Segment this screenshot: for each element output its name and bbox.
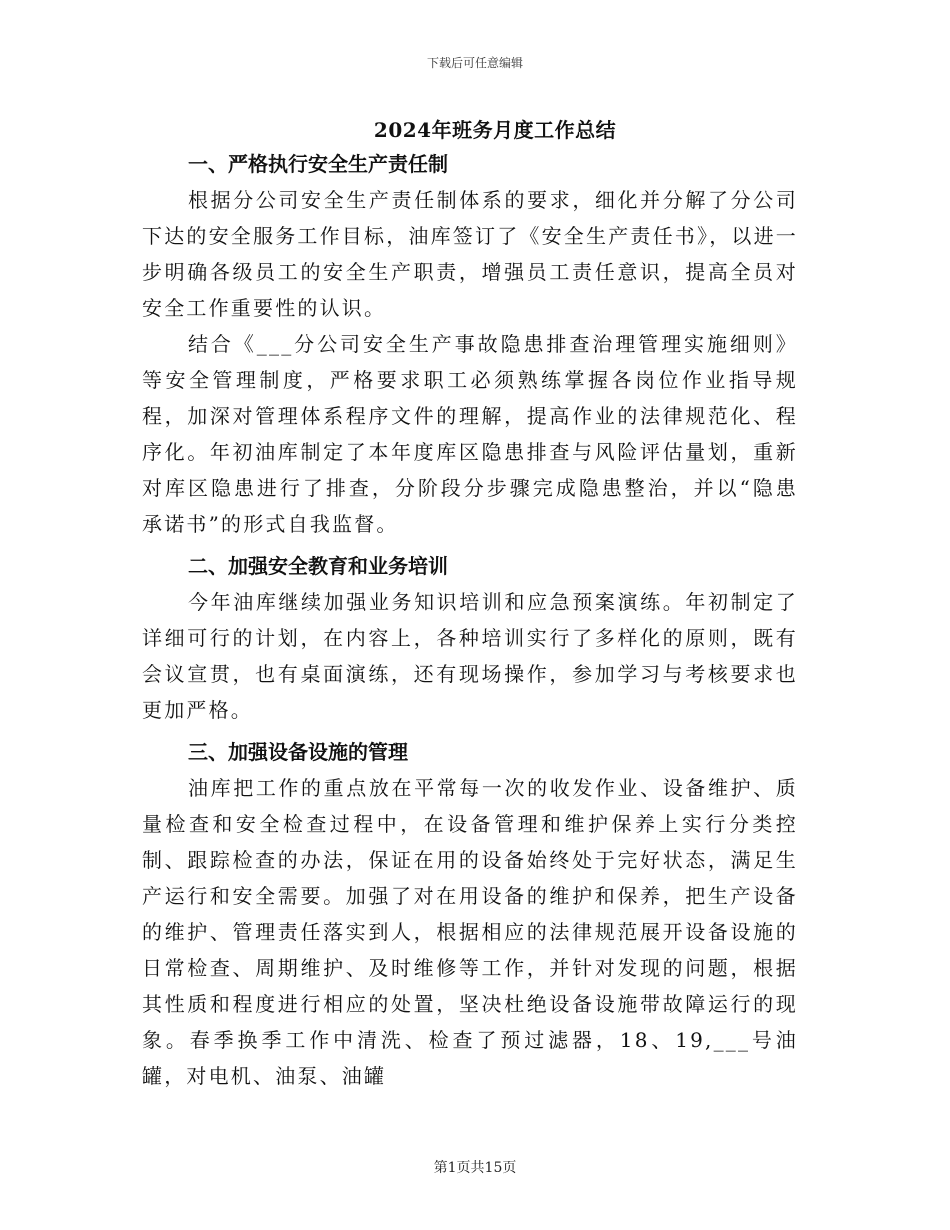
section-heading-1: 一、严格执行安全生产责任制: [188, 152, 448, 176]
document-body: [142, 146, 798, 1094]
page-footer: 第1页共15页: [433, 1160, 517, 1176]
document-title: 2024年班务月度工作总结: [373, 118, 617, 142]
paragraph: 根据分公司安全生产责任制体系的要求，细化并分解了分公司下达的安全服务工作目标，油库签订了《安全生产责任书》，以进一步明确各级员工的安全生产职责，增强员工责任意识，提高全员对安全工作重要性的认识。: [142, 188, 798, 320]
paragraph: 油库把工作的重点放在平常每一次的收发作业、设备维护、质量检查和安全检查过程中，在设备管理和维护保养上实行分类控制、跟踪检查的办法，保证在用的设备始终处于完好状态，满足生产运行和安全需要。加强了对在用设备的维护和保养，把生产设备的维护、管理责任落实到人，根据相应的法律规范展开设备设施的日常检查、周期维护、及时维修等工作，并针对发现的问题，根据其性质和程度进行相应的处置，坚决杜绝设备设施带故障运行的现象。春季换季工作中清洗、检查了预过滤器，18、19,___号油罐，对电机、油泵、油罐: [142, 776, 798, 1088]
header-note: 下载后可任意编辑: [426, 56, 523, 70]
section-heading-2: 二、加强安全教育和业务培训: [188, 554, 448, 578]
section-heading-3: 三、加强设备设施的管理: [188, 740, 408, 764]
paragraph: 今年油库继续加强业务知识培训和应急预案演练。年初制定了详细可行的计划，在内容上，各种培训实行了多样化的原则，既有会议宣贯，也有桌面演练，还有现场操作，参加学习与考核要求也更加严格。: [142, 590, 798, 722]
paragraph: 结合《___分公司安全生产事故隐患排查治理管理实施细则》等安全管理制度，严格要求职工必须熟练掌握各岗位作业指导规程，加深对管理体系程序文件的理解，提高作业的法律规范化、程序化。年初油库制定了本年度库区隐患排查与风险评估量划，重新对库区隐患进行了排查，分阶段分步骤完成隐患整治，并以“隐患承诺书”的形式自我监督。: [142, 332, 798, 536]
